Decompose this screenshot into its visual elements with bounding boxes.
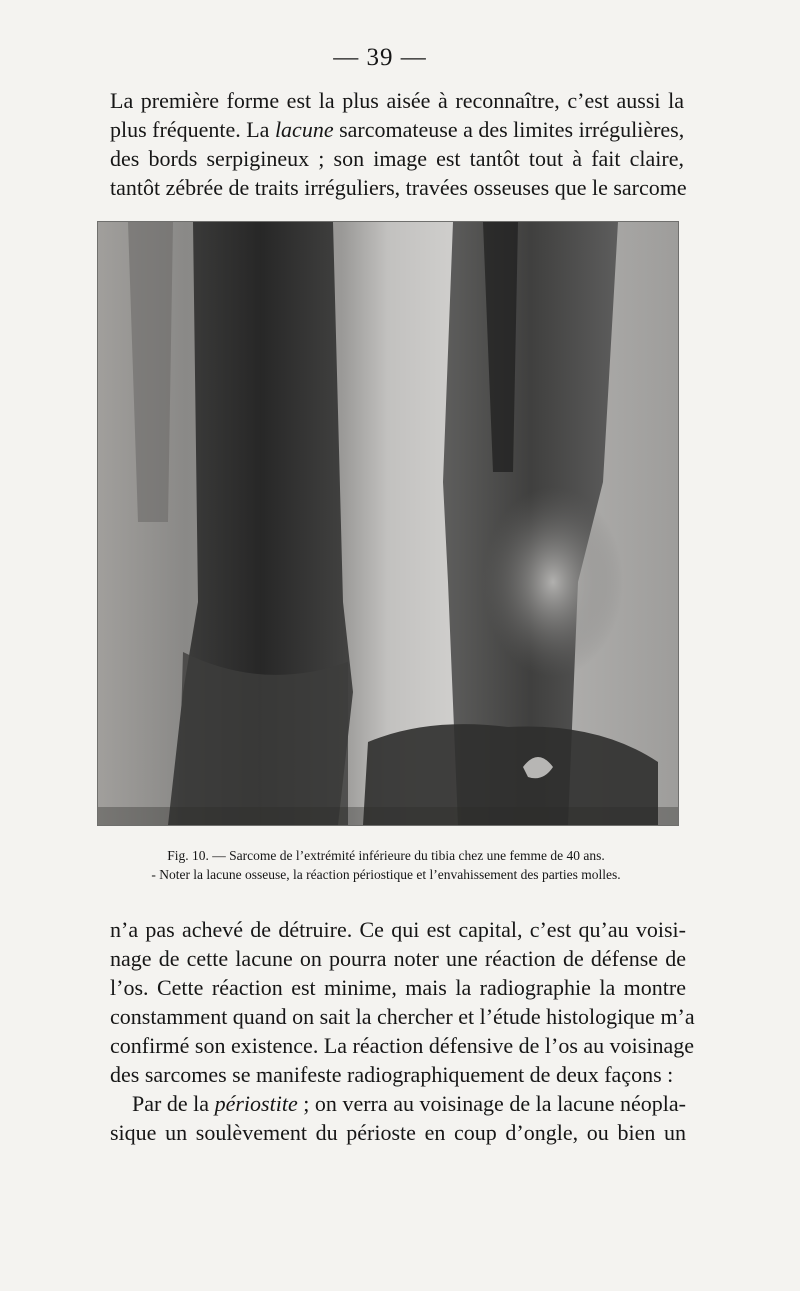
text-run: sarcomateuse a des limites irrégulières, bbox=[333, 117, 685, 142]
paragraph-line: nage de cette lacune on pourra noter une réaction de défense de bbox=[110, 946, 686, 971]
top-paragraph bbox=[110, 86, 687, 202]
paragraph-line: l’os. Cette réaction est minime, mais la radiographie la montre bbox=[110, 975, 686, 1000]
paragraph-line bbox=[110, 115, 684, 144]
paragraph-line: des sarcomes se manifeste radiographiquement de deux façons : bbox=[110, 1062, 674, 1087]
xray-image bbox=[98, 222, 678, 825]
paragraph-line: n’a pas achevé de détruire. Ce qui est capital, c’est qu’au voisi- bbox=[110, 917, 686, 942]
text-run: ; on verra au voisinage de la lacune néopla- bbox=[297, 1091, 687, 1116]
paragraph-line: des bords serpigineux ; son image est tantôt tout à fait claire, bbox=[110, 146, 684, 171]
italic-term: périostite bbox=[214, 1091, 298, 1116]
paragraph-line: constamment quand on sait la chercher et l’étude histologique m’a bbox=[110, 1004, 695, 1029]
paragraph-line bbox=[110, 1089, 686, 1118]
caption-line: Fig. 10. — Sarcome de l’extrémité inférieure du tibia chez une femme de 40 ans. bbox=[167, 848, 605, 863]
text-run: plus fréquente. La bbox=[110, 117, 275, 142]
radiograph-figure bbox=[97, 221, 679, 826]
paragraph-line: sique un soulèvement du périoste en coup d’ongle, ou bien un bbox=[110, 1120, 686, 1145]
paragraph-line: confirmé son existence. La réaction défensive de l’os au voisinage bbox=[110, 1033, 694, 1058]
caption-line: - Noter la lacune osseuse, la réaction périostique et l’envahissement des parties molles. bbox=[151, 867, 621, 882]
figure-caption bbox=[96, 846, 676, 884]
paragraph-line: La première forme est la plus aisée à reconnaître, c’est aussi la bbox=[110, 88, 684, 113]
bottom-paragraph bbox=[110, 915, 695, 1147]
italic-term: lacune bbox=[274, 117, 334, 142]
text-run: Par de la bbox=[132, 1091, 215, 1116]
paragraph-line: tantôt zébrée de traits irréguliers, travées osseuses que le sarcome bbox=[110, 175, 687, 200]
page-number: — 39 — bbox=[333, 44, 427, 71]
